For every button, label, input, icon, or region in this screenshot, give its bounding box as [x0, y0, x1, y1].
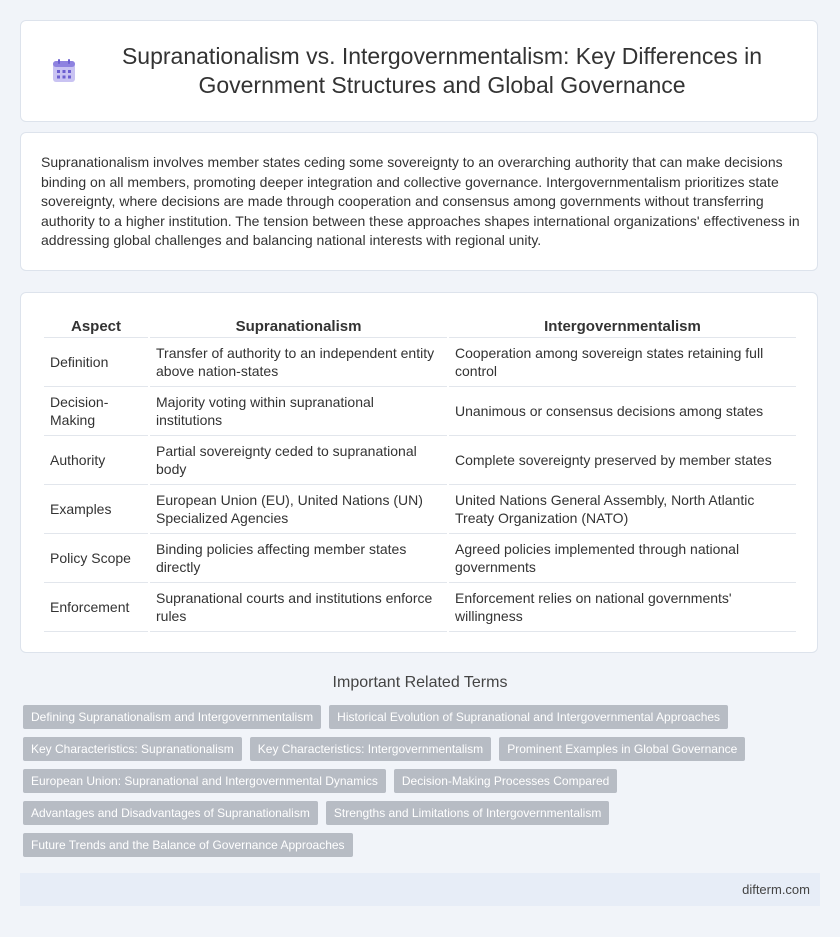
cell-aspect: Definition [44, 338, 148, 387]
table-row [44, 534, 796, 583]
table-row [44, 338, 796, 387]
cell-aspect: Authority [44, 436, 148, 485]
cell-intergovernmentalism: Enforcement relies on national governments' willingness [449, 583, 796, 632]
cell-aspect: Policy Scope [44, 534, 148, 583]
cell-aspect: Enforcement [44, 583, 148, 632]
related-term-tag[interactable]: Key Characteristics: Intergovernmentalism [250, 737, 491, 761]
table-header-row [44, 315, 796, 338]
related-term-tag[interactable]: Key Characteristics: Supranationalism [23, 737, 242, 761]
related-term-tag[interactable]: Advantages and Disadvantages of Supranationalism [23, 801, 318, 825]
table-row [44, 387, 796, 436]
comparison-card [20, 292, 818, 653]
related-term-tag[interactable]: Prominent Examples in Global Governance [499, 737, 745, 761]
footer [20, 873, 820, 906]
related-term-tag[interactable]: Strengths and Limitations of Intergovernmentalism [326, 801, 609, 825]
page-title: Supranationalism vs. Intergovernmentalism: Key Differences in Government Structures and Global Governance [121, 43, 763, 98]
cell-intergovernmentalism: Cooperation among sovereign states retaining full control [449, 338, 796, 387]
cell-supranationalism: Partial sovereignty ceded to supranational body [150, 436, 447, 485]
related-terms-heading: Important Related Terms [332, 674, 508, 691]
cell-intergovernmentalism: Complete sovereignty preserved by member states [449, 436, 796, 485]
cell-supranationalism: Binding policies affecting member states directly [150, 534, 447, 583]
footer-site-link[interactable]: difterm.com [742, 882, 810, 897]
cell-supranationalism: European Union (EU), United Nations (UN) Specialized Agencies [150, 485, 447, 534]
related-terms-list [23, 705, 783, 857]
title-card [20, 20, 818, 122]
calendar-grid-icon [51, 58, 77, 84]
cell-supranationalism: Transfer of authority to an independent entity above nation-states [150, 338, 447, 387]
comparison-table [42, 315, 798, 632]
cell-supranationalism: Majority voting within supranational institutions [150, 387, 447, 436]
cell-intergovernmentalism: Unanimous or consensus decisions among states [449, 387, 796, 436]
cell-intergovernmentalism: United Nations General Assembly, North Atlantic Treaty Organization (NATO) [449, 485, 796, 534]
cell-aspect: Decision-Making [44, 387, 148, 436]
table-row [44, 583, 796, 632]
table-row [44, 485, 796, 534]
intro-card [20, 132, 818, 271]
cell-intergovernmentalism: Agreed policies implemented through national governments [449, 534, 796, 583]
table-row [44, 436, 796, 485]
related-term-tag[interactable]: Historical Evolution of Supranational and Intergovernmental Approaches [329, 705, 728, 729]
related-term-tag[interactable]: Decision-Making Processes Compared [394, 769, 617, 793]
header-supranationalism: Supranationalism [150, 315, 447, 338]
related-term-tag[interactable]: Future Trends and the Balance of Governance Approaches [23, 833, 353, 857]
header-aspect: Aspect [44, 315, 148, 338]
header-intergovernmentalism: Intergovernmentalism [449, 315, 796, 338]
cell-supranationalism: Supranational courts and institutions enforce rules [150, 583, 447, 632]
related-term-tag[interactable]: Defining Supranationalism and Intergovernmentalism [23, 705, 321, 729]
cell-aspect: Examples [44, 485, 148, 534]
title-wrap [21, 42, 817, 100]
related-term-tag[interactable]: European Union: Supranational and Intergovernmental Dynamics [23, 769, 386, 793]
intro-paragraph: Supranationalism involves member states ceding some sovereignty to an overarching authority that can make decisions binding on all members, promoting deeper integration and collective governance. Intergovernmentalism prioritizes state sovereignty, where decisions are made through cooperation and consensus among governments without transferring authority to a higher institution. The tension between these approaches shapes international organizations' effectiveness in addressing global challenges and balancing national interests with regional unity. [41, 154, 800, 249]
